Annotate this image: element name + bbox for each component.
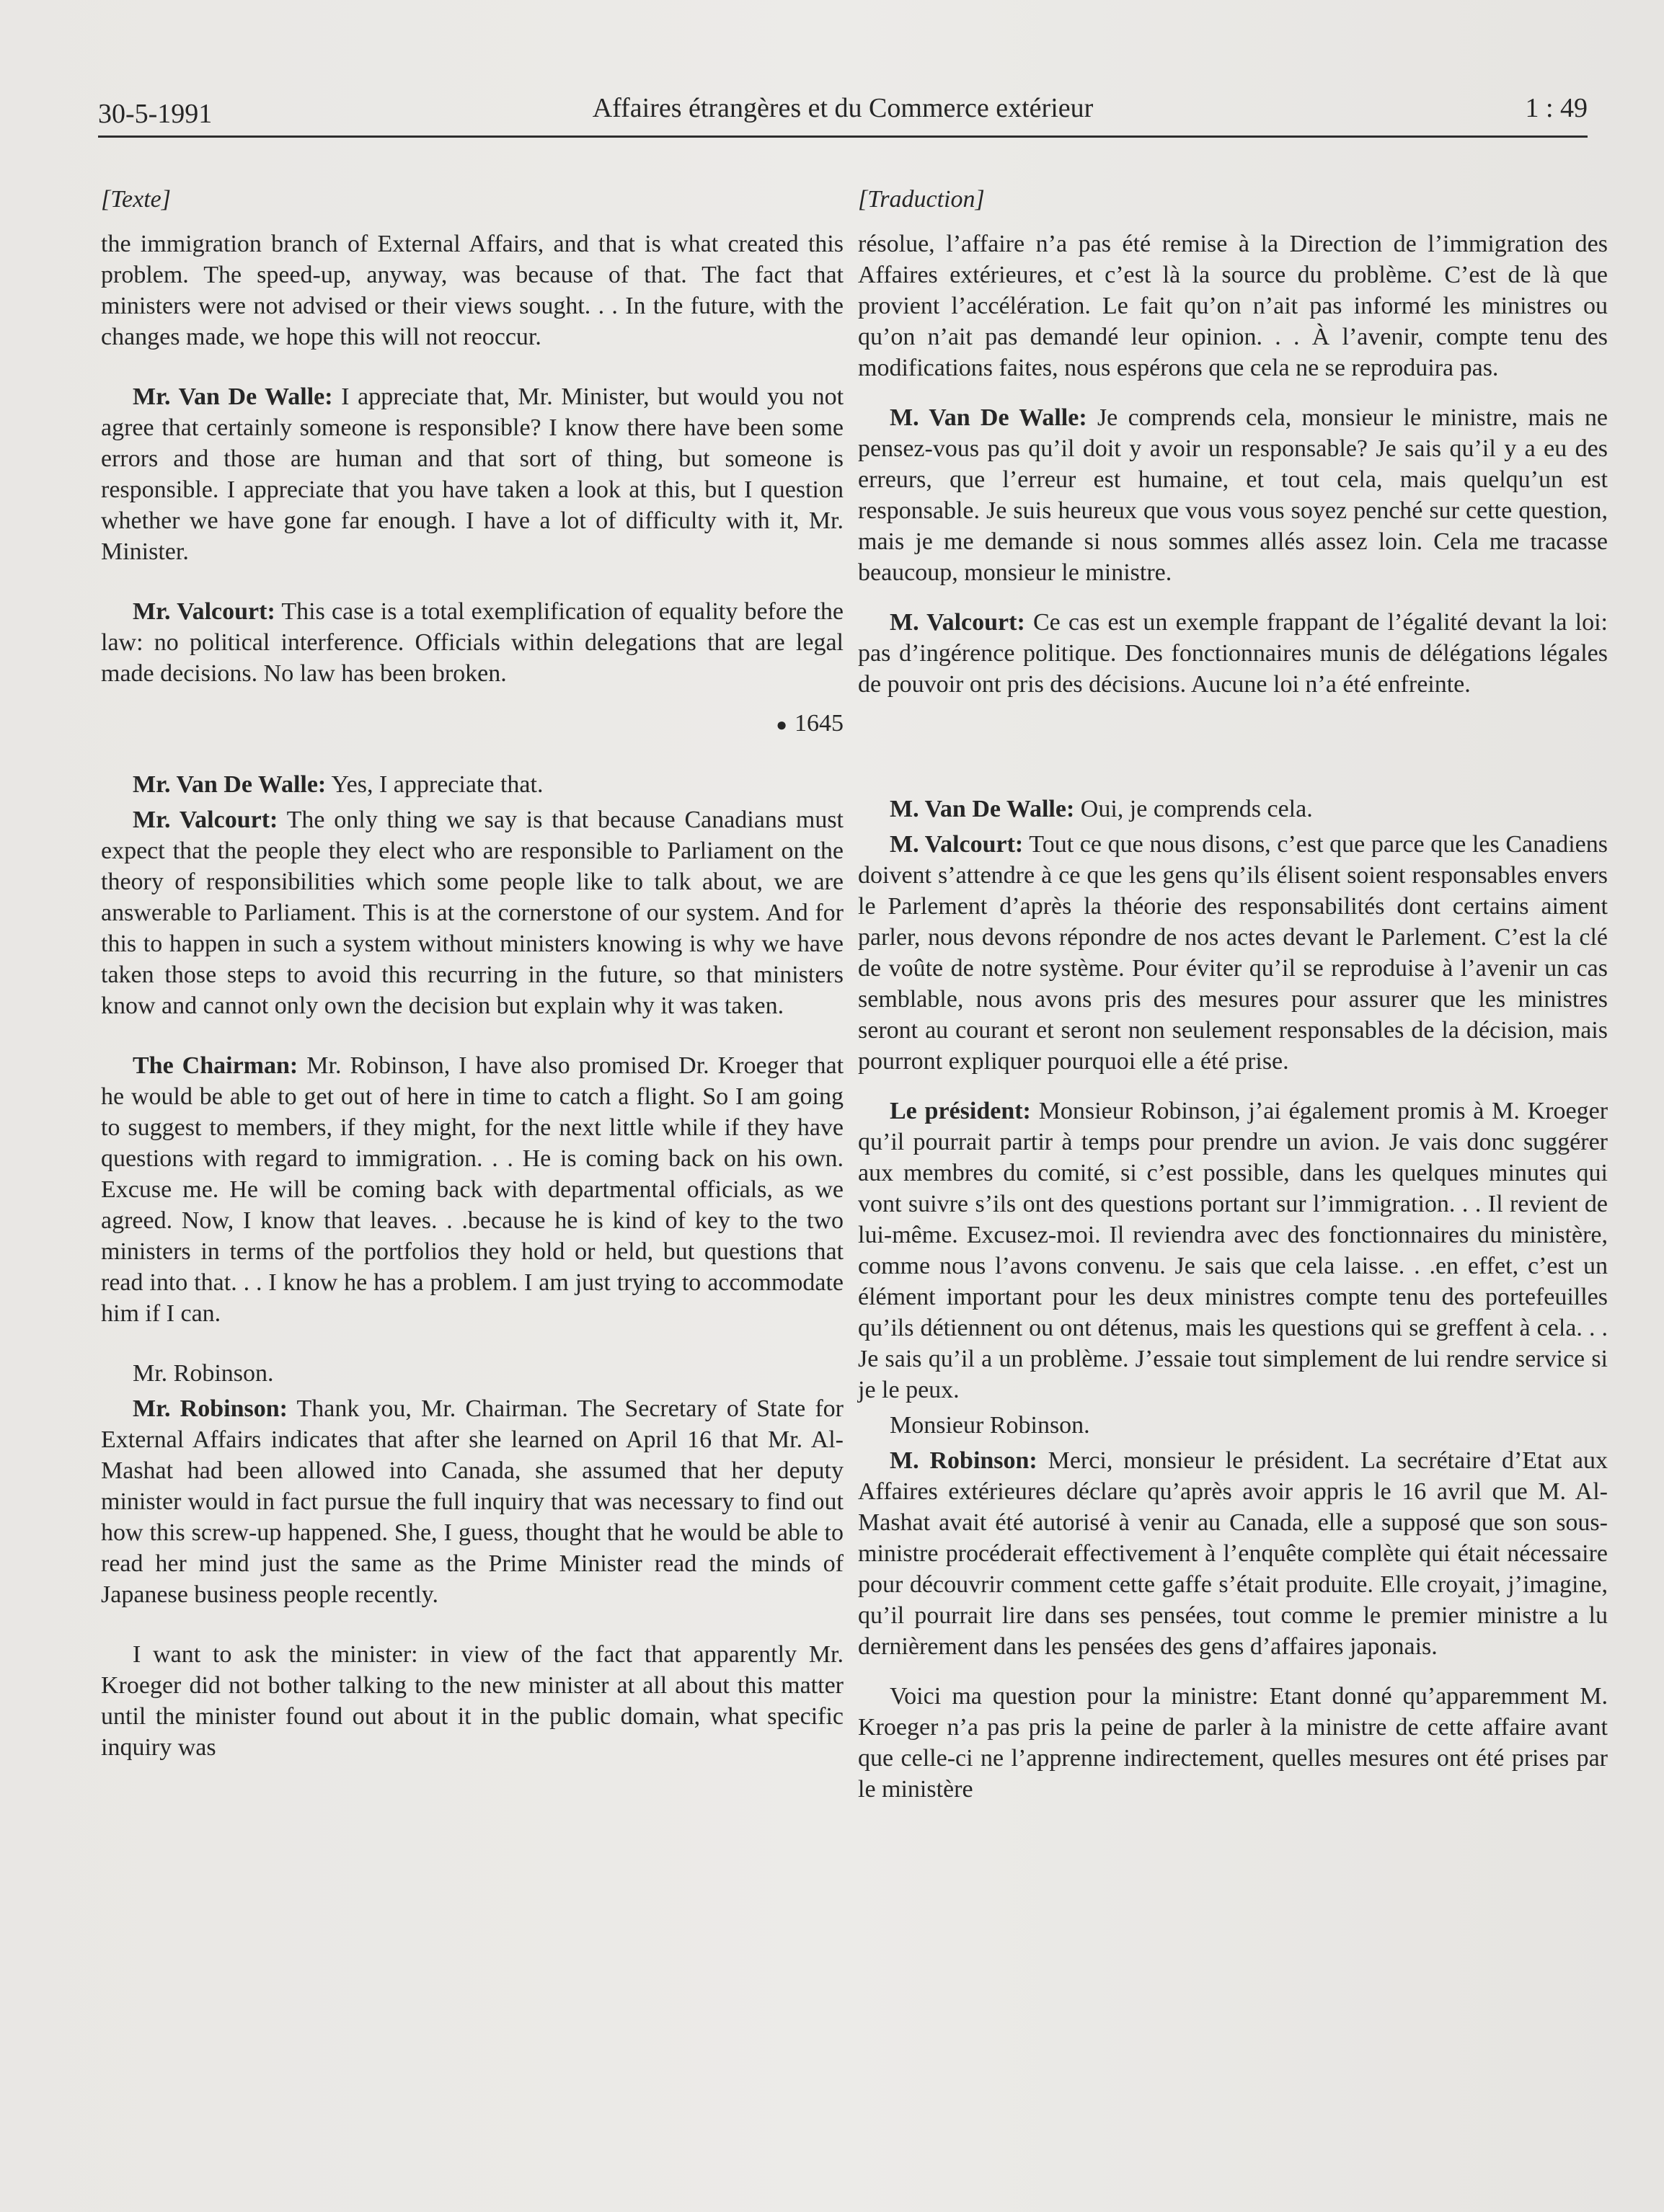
paragraph (858, 1445, 1608, 1662)
header-rule (98, 136, 1588, 138)
paragraph (858, 829, 1608, 1077)
paragraph (858, 1681, 1608, 1805)
paragraph-text: Je comprends cela, monsieur le ministre, mais ne pensez-vous pas qu’il doit y avoir un responsable? Je sais qu’il y a eu des erreurs, que l’erreur est humaine, et tout cela, mais quelqu’un est responsable. Je suis heureux que vous vous soyez penché sur cette question, mais je me demande si nous sommes allés assez loin. Cela me tracasse beaucoup, monsieur le ministre. (858, 404, 1608, 586)
speaker-name: Mr. Van De Walle: (133, 771, 327, 798)
paragraph-text: Monsieur Robinson. (890, 1412, 1090, 1439)
speaker-name: M. Robinson: (890, 1447, 1037, 1474)
paragraph (858, 1410, 1608, 1441)
speaker-name: M. Van De Walle: (890, 404, 1087, 431)
speaker-name: Le président: (890, 1098, 1031, 1124)
paragraph-text: The only thing we say is that because Canadians must expect that the people they elect who are responsible to Parliament on the theory of responsibilities which some people like to talk about, we are answerable to Parliament. This is at the cornerstone of our system. And for this to happen in such a system without ministers knowing is why we have taken those steps to avoid this recurring in the future, so that ministers know and cannot only own the decision but explain why it was taken. (101, 807, 844, 1019)
paragraph-text: Yes, I appreciate that. (331, 771, 544, 798)
paragraph (858, 228, 1608, 383)
paragraph (858, 607, 1608, 700)
paragraph (101, 804, 844, 1021)
paragraph (101, 1393, 844, 1610)
bullet-icon: ● (776, 714, 787, 735)
time-marker (101, 708, 844, 740)
speaker-name: M. Valcourt: (890, 831, 1024, 858)
speaker-name: M. Van De Walle: (890, 796, 1075, 822)
speaker-name: M. Valcourt: (890, 609, 1025, 636)
paragraph (101, 381, 844, 567)
paragraph-text: Thank you, Mr. Chairman. The Secretary of State for External Affairs indicates that after she learned on April 16 that Mr. Al-Mashat had been allowed into Canada, she assumed that her deputy minister would in fact pursue the full inquiry that was necessary to find out how this screw-up happened. She, I guess, thought that he would be able to read her mind just the same as the Prime Minister read the minds of Japanese business people recently. (101, 1395, 844, 1608)
section-tag-texte: [Texte] (101, 186, 171, 213)
header-title: Affaires étrangères et du Commerce extérieur (592, 93, 1094, 123)
paragraph (858, 402, 1608, 588)
paragraph-text: This case is a total exemplification of equality before the law: no political interference. Officials within delegations that are legal made decisions. No law has been broken. (101, 598, 844, 687)
paragraph (101, 1639, 844, 1763)
paragraph-text: Oui, je comprends cela. (1080, 796, 1313, 822)
paragraph-text: Mr. Robinson, I have also promised Dr. Kroeger that he would be able to get out of here in time to catch a flight. So I am going to suggest to members, if they might, for the next little while if they have questions with regard to immigration. . . He is coming back on his own. Excuse me. He will be coming back with departmental officials, as we agreed. Now, I know that leaves. . .because he is kind of key to the two ministers in terms of the portfolios they hold or held, but questions that read into that. . . I know he has a problem. I am just trying to accommodate him if I can. (101, 1052, 844, 1327)
paragraph (101, 1050, 844, 1329)
paragraph-text: Monsieur Robinson, j’ai également promis à M. Kroeger qu’il pourrait partir à temps pour prendre un avion. Je vais donc suggérer aux membres du comité, si c’est possible, dans les quelques minutes qui vont suivre s’ils ont des questions portant sur l’immigration. . . Il revient de lui-même. Excusez-moi. Il reviendra avec des fonctionnaires du ministère, comme nous l’avons convenu. Je sais que cela laisse. . .en effet, c’est un élément important pour les deux ministres compte tenu des portefeuilles qu’ils détiennent ou ont détenus, mais les questions qui se greffent à cela. . . Je sais qu’il a un problème. J’essaie tout simplement de lui rendre service si je le peux. (858, 1098, 1608, 1403)
paragraph-text: résolue, l’affaire n’a pas été remise à la Direction de l’immigration des Affaires extérieures, et c’est là la source du problème. C’est de là que provient l’accélération. Le fait qu’on n’ait pas informé les ministres ou qu’on n’ait pas demandé leur opinion. . . À l’avenir, compte tenu des modifications faites, nous espérons que cela ne se reproduira pas. (858, 231, 1608, 381)
paragraph-text: Ce cas est un exemple frappant de l’égalité devant la loi: pas d’ingérence politique. Des fonctionnaires munis de délégations légales de pouvoir ont pris des décisions. Aucune loi n’a été enfreinte. (858, 609, 1608, 698)
paragraph-text: Mr. Robinson. (133, 1360, 274, 1387)
paragraph (101, 596, 844, 689)
paragraph-text: I appreciate that, Mr. Minister, but would you not agree that certainly someone is responsible? I know there have been some errors and those are human and that sort of thing, but someone is responsible. I appreciate that you have taken a look at this, but I question whether we have gone far enough. I have a lot of difficulty with it, Mr. Minister. (101, 383, 844, 565)
left-column (101, 184, 844, 1763)
speaker-name: Mr. Valcourt: (133, 807, 278, 833)
paragraph-text: the immigration branch of External Affairs, and that is what created this problem. The speed-up, anyway, was because of that. The fact that ministers were not advised or their views sought. . . In the future, with the changes made, we hope this will not reoccur. (101, 231, 844, 350)
paragraph (858, 1096, 1608, 1405)
header-page-number: 1 : 49 (1525, 93, 1588, 123)
paragraph (101, 1358, 844, 1389)
paragraph (101, 769, 844, 800)
header-date: 30-5-1991 (98, 99, 213, 129)
paragraph (858, 794, 1608, 825)
paragraph-text: I want to ask the minister: in view of the fact that apparently Mr. Kroeger did not bother talking to the new minister at all about this matter until the minister found out about it in the public domain, what specific inquiry was (101, 1641, 844, 1761)
speaker-name: The Chairman: (133, 1052, 298, 1079)
paragraph-text: Tout ce que nous disons, c’est que parce que les Canadiens doivent s’attendre à ce que les gens qu’ils élisent soient responsables envers le Parlement d’après la théorie des responsabilités dont certains aiment parler, nous devons répondre de nos actes devant le Parlement. C’est la clé de voûte de notre système. Pour éviter qu’il se reproduise à l’avenir un cas semblable, nous avons pris des mesures pour assurer que les ministres seront au courant et seront non seulement responsables de la décision, mais pourront expliquer pourquoi elle a été prise. (858, 831, 1608, 1075)
right-column (858, 184, 1608, 1805)
running-header (98, 89, 1588, 134)
section-tag-traduction: [Traduction] (858, 186, 985, 213)
time-marker-text: 1645 (795, 710, 844, 737)
paragraph-text: Voici ma question pour la ministre: Etant donné qu’apparemment M. Kroeger n’a pas pris la peine de parler à la ministre de cette affaire avant que celle-ci ne l’apprenne indirectement, quelles mesures ont été prises par le ministère (858, 1683, 1608, 1803)
speaker-name: Mr. Van De Walle: (133, 383, 333, 410)
paragraph-text: Merci, monsieur le président. La secrétaire d’Etat aux Affaires extérieures déclare qu’après avoir appris le 16 avril que M. Al-Mashat avait été autorisé à venir au Canada, elle a supposé que son sous-ministre procéderait effectivement à l’enquête complète qui était nécessaire pour découvrir comment cette gaffe s’était produite. Elle croyait, j’imagine, qu’il pourrait lire dans ses pensées, tout comme le premier ministre a lu dernièrement dans les pensées des gens d’affaires japonais. (858, 1447, 1608, 1660)
speaker-name: Mr. Valcourt: (133, 598, 275, 625)
paragraph (101, 228, 844, 352)
speaker-name: Mr. Robinson: (133, 1395, 288, 1422)
